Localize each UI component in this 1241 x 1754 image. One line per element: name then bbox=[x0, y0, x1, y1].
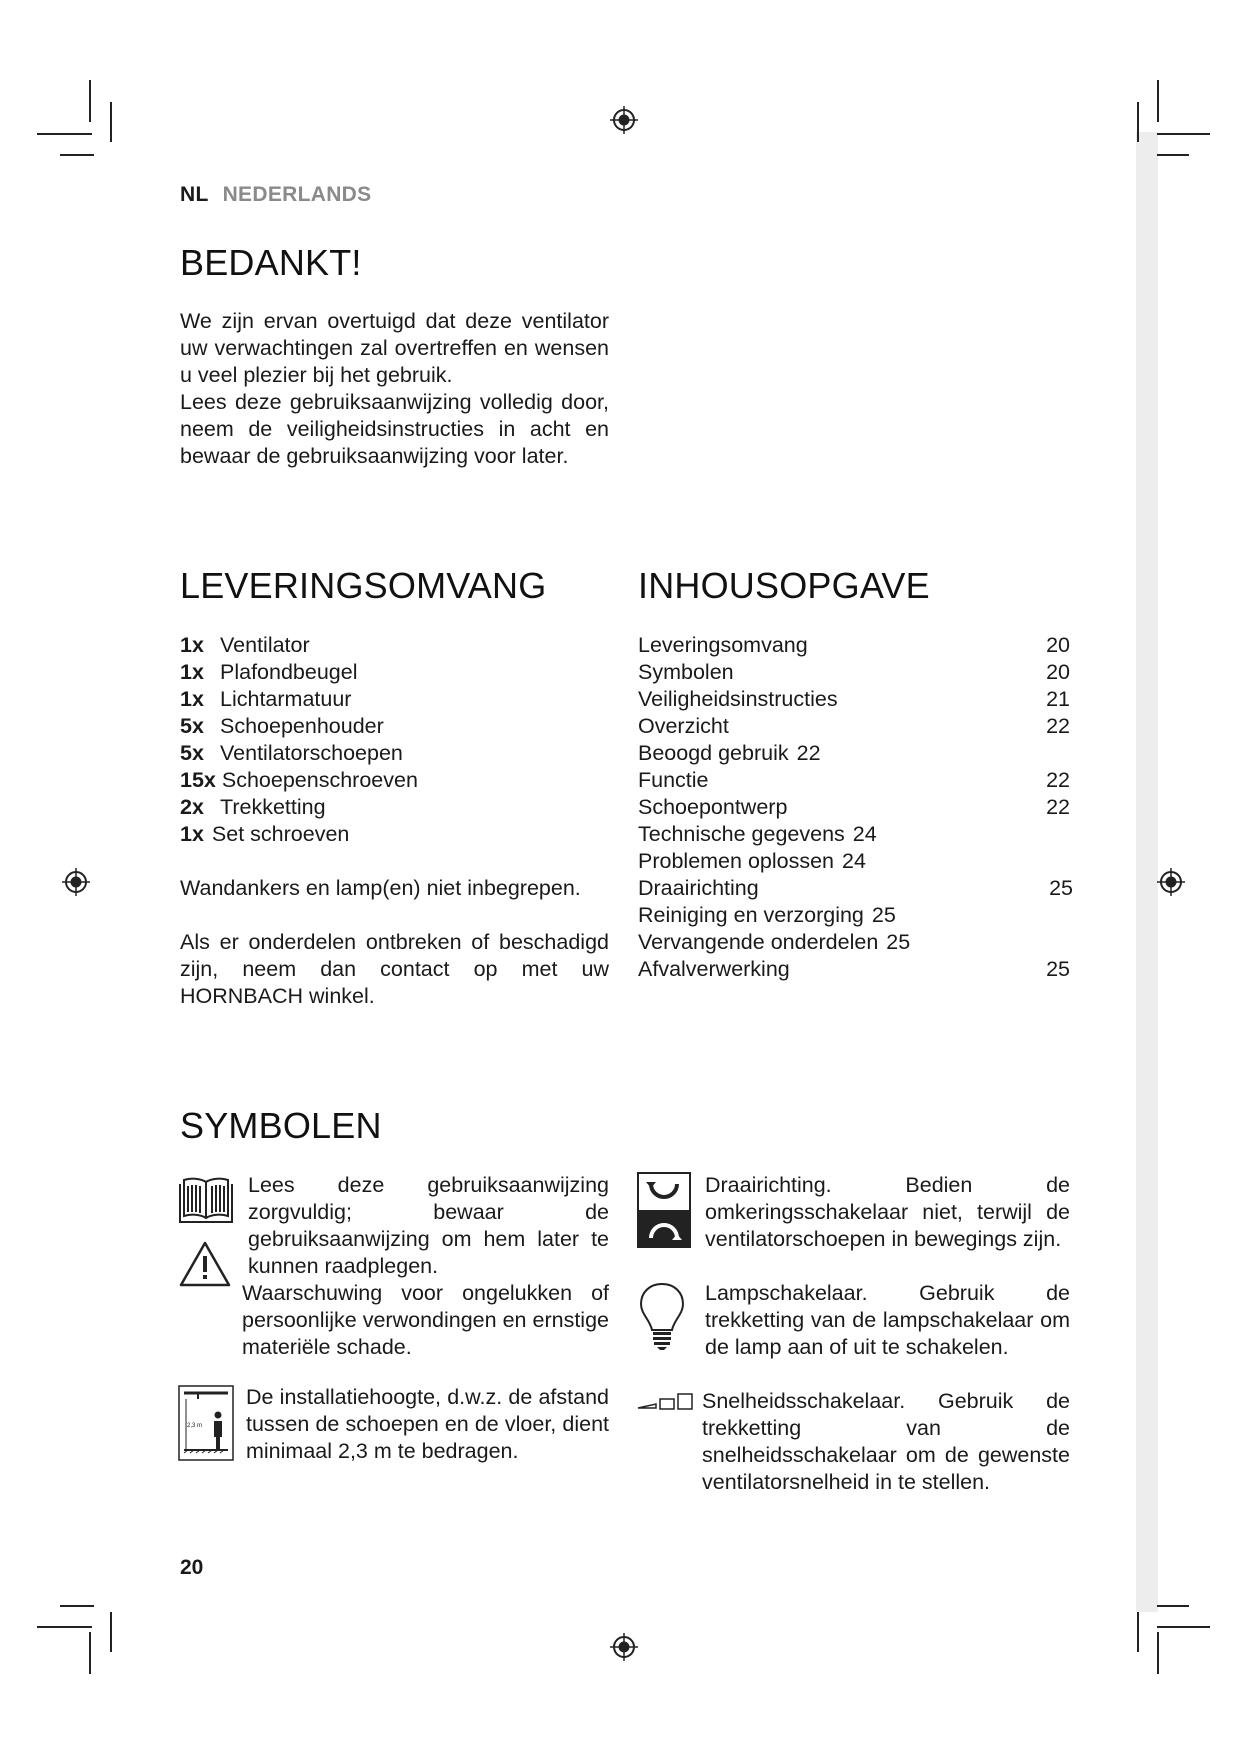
crop-mark bbox=[37, 133, 92, 135]
read-manual-text: Lees deze gebruiksaanwijzing zorgvuldig; bewaar de gebruiksaanwijzing om hem later te kunnen raadplegen. bbox=[248, 1173, 609, 1278]
crop-mark bbox=[1157, 1632, 1159, 1674]
toc-title: INHOUSOPGAVE bbox=[638, 565, 930, 606]
list-item: 1x Plafondbeugel bbox=[180, 660, 358, 684]
toc-item: Technische gegevens 24 bbox=[638, 822, 877, 846]
list-item: 5x Schoepenhouder bbox=[180, 714, 384, 738]
toc-item: Symbolen 20 bbox=[638, 660, 1070, 684]
table-of-contents bbox=[638, 632, 1073, 983]
delivery-title: LEVERINGSOMVANG bbox=[180, 565, 547, 606]
thanks-title: BEDANKT! bbox=[180, 242, 362, 283]
list-item: 1x Set schroeven bbox=[180, 822, 350, 846]
crop-mark bbox=[110, 1612, 112, 1652]
crop-mark bbox=[110, 102, 112, 142]
symbol-lamp bbox=[637, 1280, 1070, 1361]
list-item: 2x Trekketting bbox=[180, 795, 326, 819]
rotation-direction-icon bbox=[637, 1172, 691, 1248]
crop-mark bbox=[1137, 102, 1139, 142]
crop-mark bbox=[1157, 1626, 1210, 1628]
registration-mark-icon bbox=[609, 1632, 639, 1662]
speed-text: Snelheidsschakelaar. Gebruik de trekketting van de snelheidsschakelaar om de gewenste ventilatorsnelheid in te stellen. bbox=[702, 1389, 1070, 1494]
delivery-note-2: Als er onderdelen ontbreken of beschadigd zijn, neem dan contact op met uw HORNBACH winkel. bbox=[180, 930, 609, 1008]
toc-item: Functie 22 bbox=[638, 768, 1070, 792]
registration-mark-icon bbox=[61, 867, 91, 897]
crop-mark bbox=[1157, 1605, 1189, 1607]
symbol-installation-height bbox=[178, 1385, 609, 1465]
page-edge-strip bbox=[1136, 132, 1158, 1612]
toc-item: Draairichting 25 bbox=[638, 876, 1073, 900]
crop-mark bbox=[1157, 80, 1159, 122]
list-item: 15x Schoepenschroeven bbox=[180, 768, 418, 792]
language-code: NL bbox=[180, 183, 209, 206]
toc-item: Schoepontwerp 22 bbox=[638, 795, 1070, 819]
toc-item: Overzicht 22 bbox=[638, 714, 1070, 738]
crop-mark bbox=[37, 1626, 92, 1628]
delivery-list bbox=[180, 632, 600, 848]
rotation-text: Draairichting. Bedien de omkeringsschakelaar niet, terwijl de ventilatorschoepen in bewegings zijn. bbox=[705, 1173, 1070, 1251]
symbols-title: SYMBOLEN bbox=[180, 1105, 382, 1146]
thanks-text bbox=[180, 308, 609, 470]
list-item: 5x Ventilatorschoepen bbox=[180, 741, 403, 765]
warning-icon bbox=[178, 1240, 232, 1288]
list-item: 1x Lichtarmatuur bbox=[180, 687, 352, 711]
toc-item: Afvalverwerking 25 bbox=[638, 957, 1070, 981]
crop-mark bbox=[1137, 1612, 1139, 1652]
installation-height-text: De installatiehoogte, d.w.z. de afstand tussen de schoepen en de vloer, dient minimaal 2,3 m te bedragen. bbox=[246, 1385, 609, 1463]
warning-text: Waarschuwing voor ongelukken of persoonlijke verwondingen en ernstige materiële schade. bbox=[242, 1281, 609, 1359]
registration-mark-icon bbox=[1156, 867, 1186, 897]
list-item: 1x Ventilator bbox=[180, 633, 310, 657]
crop-mark bbox=[89, 80, 91, 122]
crop-mark bbox=[89, 1632, 91, 1674]
speed-switch-icon bbox=[636, 1390, 694, 1414]
toc-item: Leveringsomvang 20 bbox=[638, 633, 1070, 657]
symbol-warning bbox=[178, 1226, 609, 1361]
crop-mark bbox=[1157, 133, 1210, 135]
installation-height-icon bbox=[178, 1385, 234, 1461]
lamp-text: Lampschakelaar. Gebruik de trekketting van de lampschakelaar om de lamp aan of uit te schakelen. bbox=[705, 1281, 1070, 1359]
symbol-rotation bbox=[637, 1172, 1070, 1253]
toc-item: Veiligheidsinstructies 21 bbox=[638, 687, 1070, 711]
toc-item: Beoogd gebruik 22 bbox=[638, 741, 821, 765]
delivery-note-1: Wandankers en lamp(en) niet inbegrepen. bbox=[180, 876, 581, 900]
book-icon bbox=[178, 1174, 234, 1226]
toc-item: Reiniging en verzorging 25 bbox=[638, 903, 896, 927]
crop-mark bbox=[60, 154, 94, 156]
crop-mark bbox=[1157, 154, 1189, 156]
language-header bbox=[180, 183, 371, 207]
height-icon-label: 2,3 m bbox=[187, 1423, 203, 1429]
toc-item: Problemen oplossen 24 bbox=[638, 849, 866, 873]
registration-mark-icon bbox=[609, 105, 639, 135]
thanks-paragraph-1: We zijn ervan overtuigd dat deze ventilator uw verwachtingen zal overtreffen en wensen u veel plezier bij het gebruik. bbox=[180, 309, 609, 387]
language-name: NEDERLANDS bbox=[222, 183, 372, 206]
light-bulb-icon bbox=[637, 1280, 687, 1352]
thanks-paragraph-2: Lees deze gebruiksaanwijzing volledig door, neem de veiligheidsinstructies in acht en bewaar de gebruiksaanwijzing voor later. bbox=[180, 390, 609, 468]
crop-mark bbox=[60, 1605, 94, 1607]
page-number: 20 bbox=[180, 1556, 204, 1579]
symbol-speed bbox=[636, 1388, 1070, 1496]
toc-item: Vervangende onderdelen 25 bbox=[638, 930, 911, 954]
